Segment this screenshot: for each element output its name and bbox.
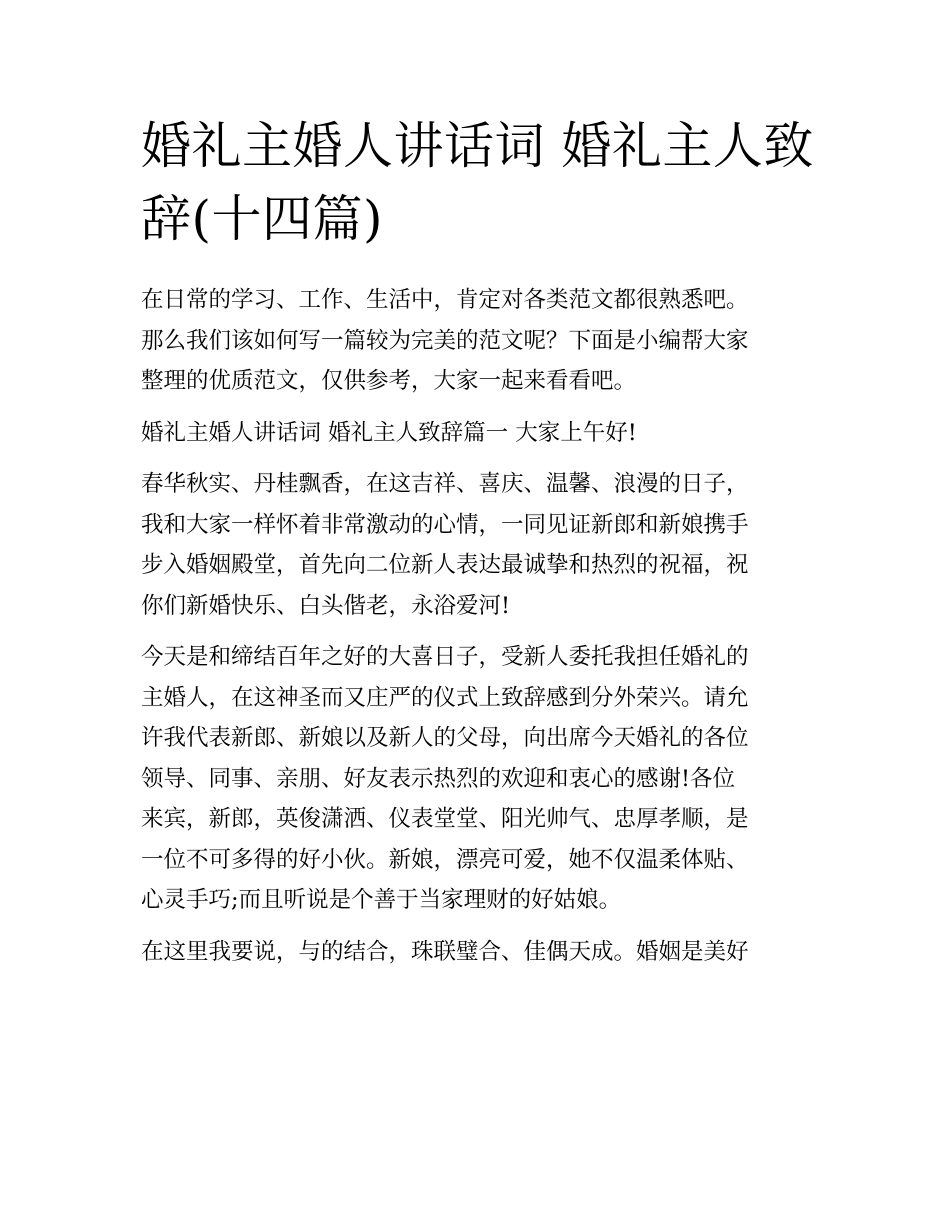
paragraph-blessing <box>141 464 831 626</box>
paragraph-section-heading <box>141 413 831 454</box>
paragraph-intro <box>141 280 831 402</box>
text-line: 步入婚姻殿堂，首先向二位新人表达最诚挚和热烈的祝福，祝 <box>141 552 749 578</box>
text-line: 婚礼主婚人讲话词 婚礼主人致辞篇一 大家上午好! <box>141 419 637 446</box>
title-line: 辞(十四篇) <box>141 190 384 248</box>
paragraph-closing <box>141 932 831 973</box>
text-line: 那么我们该如何写一篇较为完美的范文呢？下面是小编帮大家 <box>141 327 749 354</box>
text-line: 你们新婚快乐、白头偕老，永浴爱河! <box>141 592 511 619</box>
text-line: 许我代表新郎、新娘以及新人的父母，向出席今天婚礼的各位 <box>141 725 749 751</box>
text-line: 我和大家一样怀着非常激动的心情，一同见证新郎和新娘携手 <box>141 511 749 538</box>
text-line: 在日常的学习、工作、生活中，肯定对各类范文都很熟悉吧。 <box>141 287 749 313</box>
document-body <box>141 280 831 972</box>
text-line: 一位不可多得的好小伙。新娘，漂亮可爱，她不仅温柔体贴、 <box>141 846 749 873</box>
document-title <box>141 110 831 256</box>
title-line: 婚礼主婚人讲话词 婚礼主人致 <box>141 117 814 175</box>
text-line: 今天是和缔结百年之好的大喜日子，受新人委托我担任婚礼的 <box>141 644 749 670</box>
paragraph-introduction-of-couple <box>141 637 831 921</box>
text-line: 主婚人，在这神圣而又庄严的仪式上致辞感到分外荣兴。请允 <box>141 684 749 711</box>
text-line: 整理的优质范文，仅供参考，大家一起来看看吧。 <box>141 368 637 394</box>
text-line: 春华秋实、丹桂飘香，在这吉祥、喜庆、温馨、浪漫的日子， <box>141 471 749 497</box>
text-line: 来宾，新郎，英俊潇洒、仪表堂堂、阳光帅气、忠厚孝顺，是 <box>141 806 749 832</box>
text-line: 心灵手巧;而且听说是个善于当家理财的好姑娘。 <box>141 887 622 913</box>
text-line: 在这里我要说，与的结合，珠联璧合、佳偶天成。婚姻是美好 <box>141 938 749 965</box>
text-line: 领导、同事、亲朋、好友表示热烈的欢迎和衷心的感谢!各位 <box>141 765 736 792</box>
document-page <box>141 110 831 972</box>
